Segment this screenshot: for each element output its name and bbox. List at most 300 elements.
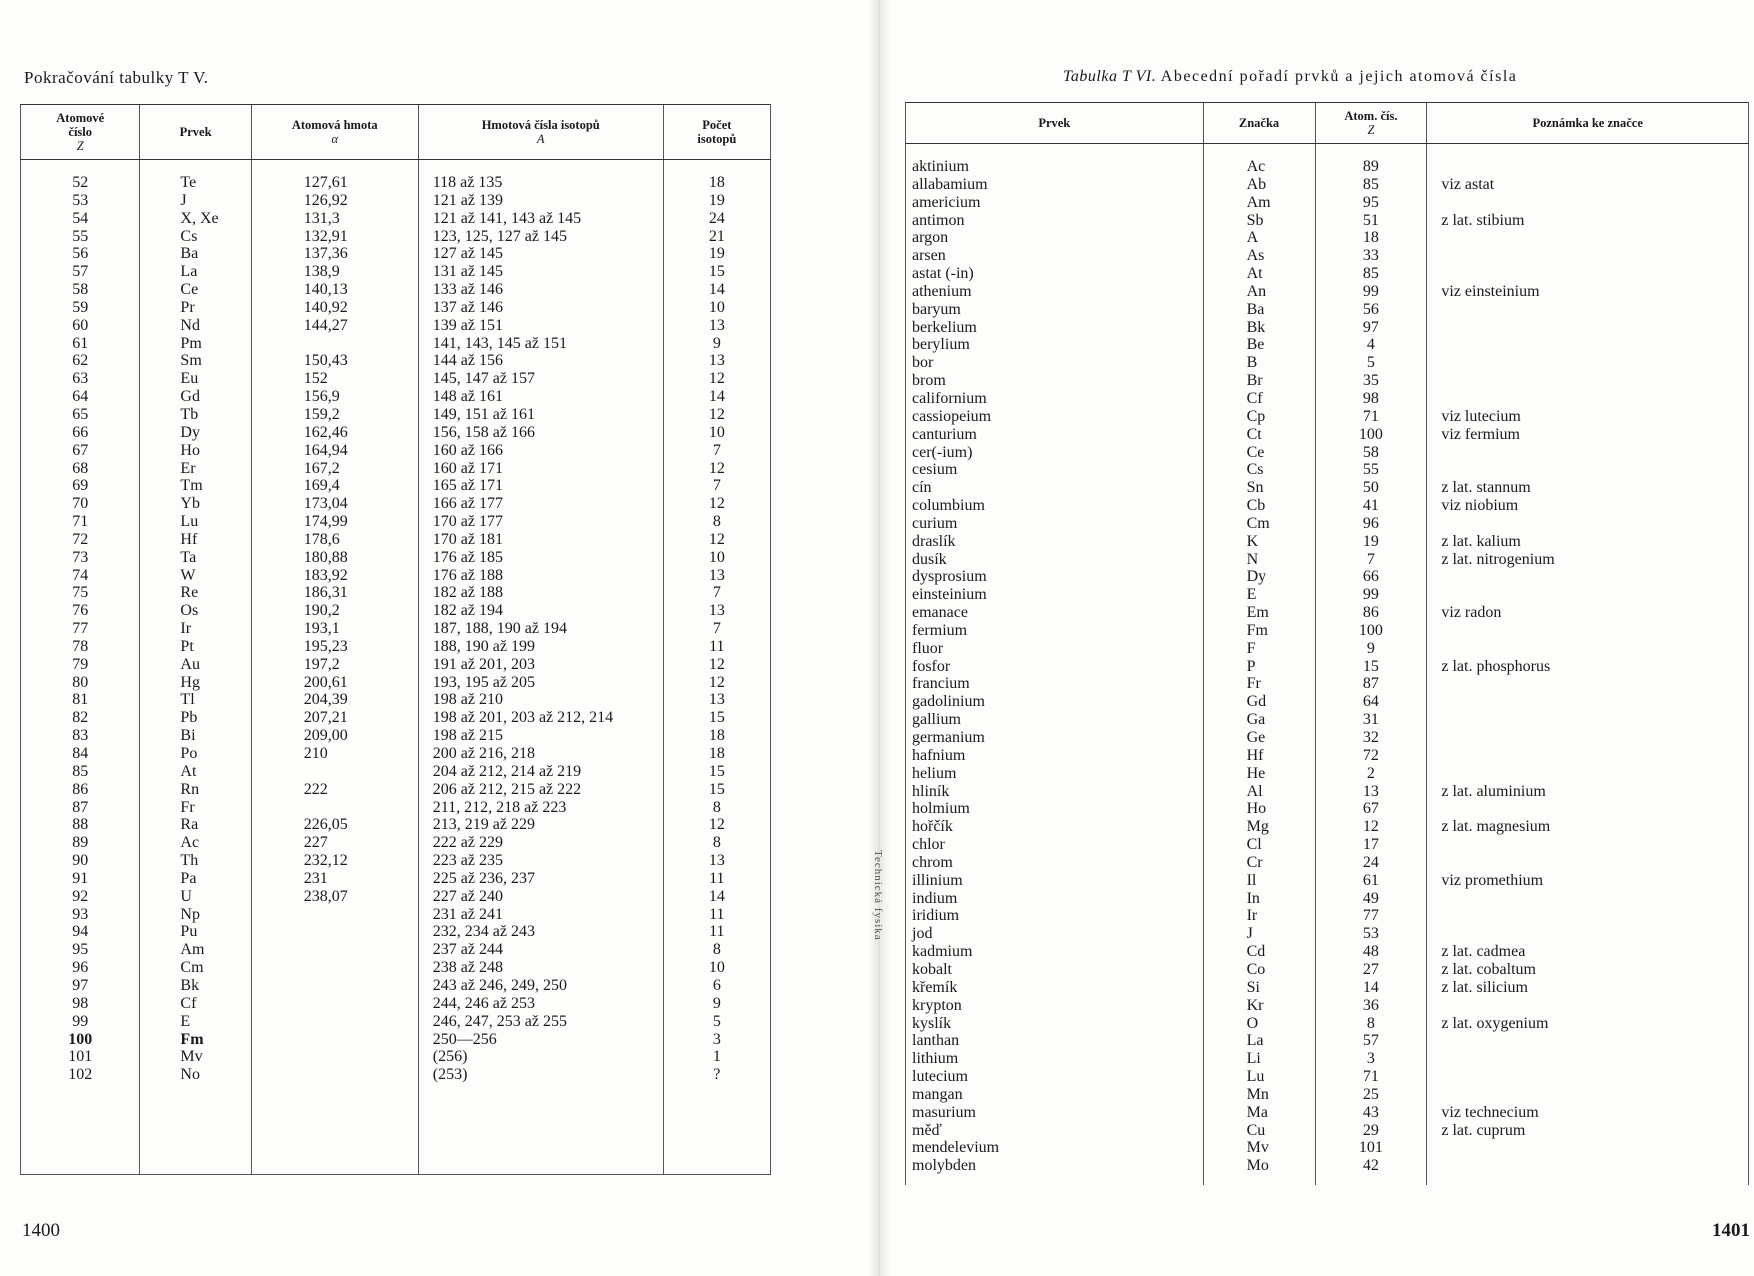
table-row bbox=[906, 604, 1749, 622]
element-name-cell: kadmium bbox=[906, 943, 1204, 961]
element-symbol-cell: Cl bbox=[1203, 836, 1315, 854]
atomic-number-cell: 95 bbox=[1315, 194, 1427, 212]
isotope-count-cell: 15 bbox=[663, 781, 770, 799]
table-row bbox=[21, 299, 771, 317]
atomic-number-cell: 85 bbox=[21, 763, 140, 781]
element-symbol-cell: Cs bbox=[1203, 461, 1315, 479]
page-number-left: 1400 bbox=[22, 1220, 60, 1241]
table-row bbox=[906, 658, 1749, 676]
atomic-mass-cell: 156,9 bbox=[251, 388, 418, 406]
element-symbol-cell: Ce bbox=[140, 281, 251, 299]
element-symbol-cell: O bbox=[1203, 1015, 1315, 1033]
isotope-mass-numbers-cell: 121 až 139 bbox=[418, 192, 663, 210]
symbol-note-cell: z lat. stibium bbox=[1427, 212, 1749, 230]
element-symbol-cell: Cb bbox=[1203, 497, 1315, 515]
symbol-note-cell: z lat. oxygenium bbox=[1427, 1015, 1749, 1033]
header-atomic-number-z: Atom. čís. Z bbox=[1315, 103, 1427, 144]
element-symbol-cell: Ba bbox=[140, 245, 251, 263]
isotope-count-cell: 12 bbox=[663, 816, 770, 834]
isotope-count-cell: 19 bbox=[663, 245, 770, 263]
isotope-count-cell: 10 bbox=[663, 549, 770, 567]
isotope-mass-numbers-cell: 188, 190 až 199 bbox=[418, 638, 663, 656]
element-name-cell: mendelevium bbox=[906, 1139, 1204, 1157]
isotope-mass-numbers-cell: 118 až 135 bbox=[418, 174, 663, 192]
element-symbol-cell: Tm bbox=[140, 477, 251, 495]
element-symbol-cell: Th bbox=[140, 852, 251, 870]
table-row bbox=[906, 711, 1749, 729]
atomic-mass-cell: 174,99 bbox=[251, 513, 418, 531]
isotope-mass-numbers-cell: (256) bbox=[418, 1048, 663, 1066]
atomic-number-cell: 84 bbox=[21, 745, 140, 763]
atomic-number-cell: 51 bbox=[1315, 212, 1427, 230]
element-name-cell: lithium bbox=[906, 1050, 1204, 1068]
atomic-number-cell: 53 bbox=[21, 192, 140, 210]
atomic-mass-cell bbox=[251, 959, 418, 977]
atomic-mass-cell: 167,2 bbox=[251, 460, 418, 478]
atomic-mass-cell bbox=[251, 977, 418, 995]
element-name-cell: dusík bbox=[906, 551, 1204, 569]
element-symbol-cell: Am bbox=[140, 941, 251, 959]
atomic-number-cell: 96 bbox=[1315, 515, 1427, 533]
atomic-number-cell: 99 bbox=[21, 1013, 140, 1031]
isotope-mass-numbers-cell: 227 až 240 bbox=[418, 888, 663, 906]
atomic-number-cell: 88 bbox=[21, 816, 140, 834]
element-symbol-cell: Fm bbox=[140, 1031, 251, 1049]
header-symbol-note: Poznámka ke značce bbox=[1427, 103, 1749, 144]
symbol-note-cell: viz promethium bbox=[1427, 872, 1749, 890]
element-symbol-cell: U bbox=[140, 888, 251, 906]
atomic-number-cell: 55 bbox=[1315, 461, 1427, 479]
table-row bbox=[906, 925, 1749, 943]
table-row bbox=[906, 479, 1749, 497]
element-name-cell: cín bbox=[906, 479, 1204, 497]
atomic-mass-cell: 238,07 bbox=[251, 888, 418, 906]
isotope-count-cell: 12 bbox=[663, 370, 770, 388]
element-name-cell: holmium bbox=[906, 800, 1204, 818]
element-symbol-cell: Dy bbox=[140, 424, 251, 442]
atomic-number-cell: 60 bbox=[21, 317, 140, 335]
element-name-cell: lanthan bbox=[906, 1032, 1204, 1050]
atomic-mass-cell: 180,88 bbox=[251, 549, 418, 567]
table-row bbox=[906, 890, 1749, 908]
atomic-number-cell: 58 bbox=[21, 281, 140, 299]
element-symbol-cell: Ct bbox=[1203, 426, 1315, 444]
atomic-number-cell: 25 bbox=[1315, 1086, 1427, 1104]
symbol-note-cell bbox=[1427, 354, 1749, 372]
isotope-mass-numbers-cell: 200 až 216, 218 bbox=[418, 745, 663, 763]
element-name-cell: fluor bbox=[906, 640, 1204, 658]
element-name-cell: jod bbox=[906, 925, 1204, 943]
isotope-count-cell: 5 bbox=[663, 1013, 770, 1031]
symbol-note-cell bbox=[1427, 747, 1749, 765]
element-name-cell: canturium bbox=[906, 426, 1204, 444]
table-row bbox=[906, 336, 1749, 354]
symbol-note-cell: viz astat bbox=[1427, 176, 1749, 194]
element-symbol-cell: No bbox=[140, 1066, 251, 1084]
symbol-note-cell: z lat. aluminium bbox=[1427, 783, 1749, 801]
element-symbol-cell: J bbox=[1203, 925, 1315, 943]
atomic-number-cell: 15 bbox=[1315, 658, 1427, 676]
atomic-number-cell: 59 bbox=[21, 299, 140, 317]
element-name-cell: gadolinium bbox=[906, 693, 1204, 711]
table-row bbox=[21, 656, 771, 674]
isotope-table-header bbox=[21, 105, 771, 160]
atomic-number-cell: 101 bbox=[21, 1048, 140, 1066]
element-symbol-cell: Bi bbox=[140, 727, 251, 745]
element-symbol-cell: Mo bbox=[1203, 1157, 1315, 1175]
table-row bbox=[906, 533, 1749, 551]
isotope-count-cell: 12 bbox=[663, 460, 770, 478]
atomic-number-cell: 102 bbox=[21, 1066, 140, 1084]
symbol-note-cell: z lat. cuprum bbox=[1427, 1122, 1749, 1140]
isotope-mass-numbers-cell: 232, 234 až 243 bbox=[418, 923, 663, 941]
table-row bbox=[906, 1122, 1749, 1140]
element-name-cell: draslík bbox=[906, 533, 1204, 551]
element-symbol-cell: Pm bbox=[140, 335, 251, 353]
isotope-mass-numbers-cell: 246, 247, 253 až 255 bbox=[418, 1013, 663, 1031]
atomic-number-cell: 82 bbox=[21, 709, 140, 727]
element-name-cell: argon bbox=[906, 229, 1204, 247]
atomic-number-cell: 17 bbox=[1315, 836, 1427, 854]
atomic-number-cell: 83 bbox=[21, 727, 140, 745]
element-name-cell: mangan bbox=[906, 1086, 1204, 1104]
element-name-cell: allabamium bbox=[906, 176, 1204, 194]
isotope-count-cell: 12 bbox=[663, 531, 770, 549]
atomic-number-cell: 99 bbox=[1315, 586, 1427, 604]
symbol-note-cell bbox=[1427, 800, 1749, 818]
table-row bbox=[21, 406, 771, 424]
isotope-count-cell: 18 bbox=[663, 174, 770, 192]
atomic-number-cell: 56 bbox=[1315, 301, 1427, 319]
atomic-mass-cell: 222 bbox=[251, 781, 418, 799]
element-name-cell: dysprosium bbox=[906, 568, 1204, 586]
element-symbol-cell: Yb bbox=[140, 495, 251, 513]
table-row bbox=[906, 354, 1749, 372]
element-symbol-cell: Pa bbox=[140, 870, 251, 888]
table-row bbox=[906, 854, 1749, 872]
atomic-number-cell: 75 bbox=[21, 584, 140, 602]
atomic-mass-cell: 164,94 bbox=[251, 442, 418, 460]
isotope-mass-numbers-cell: 243 až 246, 249, 250 bbox=[418, 977, 663, 995]
table-row bbox=[21, 1013, 771, 1031]
isotope-count-cell: 8 bbox=[663, 799, 770, 817]
element-name-cell: aktinium bbox=[906, 158, 1204, 176]
atomic-number-cell: 57 bbox=[21, 263, 140, 281]
atomic-number-cell: 89 bbox=[1315, 158, 1427, 176]
table-row bbox=[906, 783, 1749, 801]
element-name-cell: berylium bbox=[906, 336, 1204, 354]
isotope-mass-numbers-cell: 237 až 244 bbox=[418, 941, 663, 959]
table-row bbox=[21, 923, 771, 941]
isotope-count-cell: 13 bbox=[663, 691, 770, 709]
isotope-count-cell: 7 bbox=[663, 620, 770, 638]
header-atomic-number: Atomové číslo Z bbox=[21, 105, 140, 160]
isotope-count-cell: 9 bbox=[663, 995, 770, 1013]
symbol-note-cell: z lat. stannum bbox=[1427, 479, 1749, 497]
isotope-count-cell: 7 bbox=[663, 584, 770, 602]
element-name-cell: cer(-ium) bbox=[906, 444, 1204, 462]
element-symbol-cell: Br bbox=[1203, 372, 1315, 390]
symbol-note-cell bbox=[1427, 1068, 1749, 1086]
isotope-count-cell: 12 bbox=[663, 656, 770, 674]
table-row bbox=[906, 693, 1749, 711]
isotope-count-cell: 18 bbox=[663, 745, 770, 763]
table-row bbox=[906, 1050, 1749, 1068]
symbol-note-cell bbox=[1427, 854, 1749, 872]
element-name-cell: einsteinium bbox=[906, 586, 1204, 604]
element-symbol-cell: Er bbox=[140, 460, 251, 478]
element-symbol-cell: Mv bbox=[140, 1048, 251, 1066]
symbol-note-cell bbox=[1427, 586, 1749, 604]
atomic-number-cell: 80 bbox=[21, 674, 140, 692]
atomic-number-cell: 62 bbox=[21, 352, 140, 370]
element-name-cell: brom bbox=[906, 372, 1204, 390]
atomic-number-cell: 19 bbox=[1315, 533, 1427, 551]
element-symbol-cell: Cu bbox=[1203, 1122, 1315, 1140]
isotope-mass-numbers-cell: 123, 125, 127 až 145 bbox=[418, 228, 663, 246]
atomic-number-cell: 9 bbox=[1315, 640, 1427, 658]
isotope-count-cell: 8 bbox=[663, 513, 770, 531]
table-caption-right: Tabulka T VI. Abecední pořadí prvků a jejich atomová čísla bbox=[1063, 68, 1518, 85]
table-row bbox=[906, 426, 1749, 444]
atomic-mass-cell: 140,92 bbox=[251, 299, 418, 317]
atomic-mass-cell: 140,13 bbox=[251, 281, 418, 299]
table-row bbox=[906, 997, 1749, 1015]
element-symbol-cell: In bbox=[1203, 890, 1315, 908]
alphabetical-table-header bbox=[906, 103, 1749, 144]
element-symbol-cell: Ir bbox=[1203, 907, 1315, 925]
element-symbol-cell: Sn bbox=[1203, 479, 1315, 497]
element-name-cell: gallium bbox=[906, 711, 1204, 729]
element-symbol-cell: Lu bbox=[140, 513, 251, 531]
atomic-number-cell: 43 bbox=[1315, 1104, 1427, 1122]
element-symbol-cell: Fr bbox=[140, 799, 251, 817]
atomic-mass-cell: 190,2 bbox=[251, 602, 418, 620]
header-symbol: Značka bbox=[1203, 103, 1315, 144]
table-row bbox=[21, 388, 771, 406]
element-symbol-cell: E bbox=[140, 1013, 251, 1031]
table-row bbox=[21, 192, 771, 210]
atomic-number-cell: 18 bbox=[1315, 229, 1427, 247]
atomic-number-cell: 66 bbox=[1315, 568, 1427, 586]
atomic-number-cell: 7 bbox=[1315, 551, 1427, 569]
isotope-mass-numbers-cell: 160 až 166 bbox=[418, 442, 663, 460]
element-symbol-cell: E bbox=[1203, 586, 1315, 604]
element-symbol-cell: Po bbox=[140, 745, 251, 763]
symbol-note-cell bbox=[1427, 1086, 1749, 1104]
spacer-cell bbox=[1315, 144, 1427, 159]
atomic-number-cell: 86 bbox=[21, 781, 140, 799]
table-row bbox=[906, 568, 1749, 586]
atomic-mass-cell: 144,27 bbox=[251, 317, 418, 335]
atomic-number-cell: 4 bbox=[1315, 336, 1427, 354]
atomic-number-cell: 35 bbox=[1315, 372, 1427, 390]
header-atomic-mass: Atomová hmota α bbox=[251, 105, 418, 160]
element-name-cell: athenium bbox=[906, 283, 1204, 301]
element-symbol-cell: Cf bbox=[140, 995, 251, 1013]
element-symbol-cell: Il bbox=[1203, 872, 1315, 890]
atomic-mass-cell bbox=[251, 799, 418, 817]
element-symbol-cell: As bbox=[1203, 247, 1315, 265]
symbol-note-cell: viz einsteinium bbox=[1427, 283, 1749, 301]
atomic-mass-cell bbox=[251, 763, 418, 781]
table-row bbox=[906, 551, 1749, 569]
element-symbol-cell: Ba bbox=[1203, 301, 1315, 319]
table-row bbox=[906, 979, 1749, 997]
isotope-count-cell: 13 bbox=[663, 567, 770, 585]
isotope-mass-numbers-cell: 127 až 145 bbox=[418, 245, 663, 263]
table-row bbox=[21, 852, 771, 870]
isotope-mass-numbers-cell: 182 až 194 bbox=[418, 602, 663, 620]
atomic-number-cell: 63 bbox=[21, 370, 140, 388]
table-row bbox=[21, 335, 771, 353]
symbol-note-cell bbox=[1427, 907, 1749, 925]
atomic-number-cell: 64 bbox=[21, 388, 140, 406]
table-row bbox=[906, 1032, 1749, 1050]
symbol-note-cell bbox=[1427, 390, 1749, 408]
element-name-cell: masurium bbox=[906, 1104, 1204, 1122]
element-symbol-cell: Bk bbox=[140, 977, 251, 995]
element-name-cell: berkelium bbox=[906, 319, 1204, 337]
symbol-note-cell bbox=[1427, 1032, 1749, 1050]
atomic-mass-cell: 173,04 bbox=[251, 495, 418, 513]
spacer-cell bbox=[906, 144, 1204, 159]
element-name-cell: bor bbox=[906, 354, 1204, 372]
isotope-mass-numbers-cell: 187, 188, 190 až 194 bbox=[418, 620, 663, 638]
atomic-number-cell: 61 bbox=[21, 335, 140, 353]
isotope-mass-numbers-cell: 198 až 215 bbox=[418, 727, 663, 745]
symbol-note-cell bbox=[1427, 158, 1749, 176]
element-symbol-cell: Fr bbox=[1203, 675, 1315, 693]
table-row bbox=[21, 1048, 771, 1066]
element-name-cell: lutecium bbox=[906, 1068, 1204, 1086]
element-symbol-cell: Ho bbox=[140, 442, 251, 460]
atomic-number-cell: 79 bbox=[21, 656, 140, 674]
isotope-count-cell: 11 bbox=[663, 906, 770, 924]
symbol-note-cell: z lat. magnesium bbox=[1427, 818, 1749, 836]
table-row bbox=[906, 1068, 1749, 1086]
isotope-count-cell: 24 bbox=[663, 210, 770, 228]
atomic-number-cell: 100 bbox=[1315, 426, 1427, 444]
table-row bbox=[906, 1086, 1749, 1104]
table-row bbox=[21, 995, 771, 1013]
filler-cell bbox=[1203, 1175, 1315, 1185]
element-symbol-cell: Ce bbox=[1203, 444, 1315, 462]
isotope-mass-numbers-cell: 148 až 161 bbox=[418, 388, 663, 406]
spacer-cell bbox=[21, 160, 140, 175]
isotope-count-cell: 10 bbox=[663, 959, 770, 977]
symbol-note-cell: viz niobium bbox=[1427, 497, 1749, 515]
isotope-mass-numbers-cell: 182 až 188 bbox=[418, 584, 663, 602]
element-symbol-cell: P bbox=[1203, 658, 1315, 676]
table-row bbox=[906, 390, 1749, 408]
table-row bbox=[21, 317, 771, 335]
isotope-mass-numbers-cell: 176 až 188 bbox=[418, 567, 663, 585]
element-name-cell: kobalt bbox=[906, 961, 1204, 979]
symbol-note-cell: viz technecium bbox=[1427, 1104, 1749, 1122]
table-row bbox=[21, 424, 771, 442]
isotope-count-cell: 12 bbox=[663, 495, 770, 513]
atomic-number-cell: 91 bbox=[21, 870, 140, 888]
atomic-number-cell: 24 bbox=[1315, 854, 1427, 872]
alphabetical-element-table bbox=[905, 102, 1749, 1185]
symbol-note-cell bbox=[1427, 1139, 1749, 1157]
table-row bbox=[906, 497, 1749, 515]
table-row bbox=[21, 281, 771, 299]
element-symbol-cell: Sm bbox=[140, 352, 251, 370]
table-row bbox=[906, 1157, 1749, 1175]
atomic-number-cell: 89 bbox=[21, 834, 140, 852]
symbol-note-cell bbox=[1427, 1050, 1749, 1068]
element-symbol-cell: Hf bbox=[1203, 747, 1315, 765]
isotope-mass-numbers-cell: 250—256 bbox=[418, 1031, 663, 1049]
element-name-cell: měď bbox=[906, 1122, 1204, 1140]
isotope-count-cell: 7 bbox=[663, 477, 770, 495]
isotope-count-cell: 14 bbox=[663, 281, 770, 299]
table-bottom-row bbox=[906, 1175, 1749, 1185]
atomic-number-cell: 87 bbox=[21, 799, 140, 817]
atomic-mass-cell bbox=[251, 923, 418, 941]
atomic-number-cell: 50 bbox=[1315, 479, 1427, 497]
table-row bbox=[906, 961, 1749, 979]
atomic-mass-cell: 159,2 bbox=[251, 406, 418, 424]
table-row bbox=[906, 729, 1749, 747]
atomic-number-cell: 92 bbox=[21, 888, 140, 906]
table-row bbox=[21, 888, 771, 906]
isotope-count-cell: 19 bbox=[663, 192, 770, 210]
isotope-mass-numbers-cell: 170 až 181 bbox=[418, 531, 663, 549]
table-row bbox=[906, 319, 1749, 337]
atomic-mass-cell: 169,4 bbox=[251, 477, 418, 495]
atomic-number-cell: 56 bbox=[21, 245, 140, 263]
element-name-cell: iridium bbox=[906, 907, 1204, 925]
table-row bbox=[21, 174, 771, 192]
atomic-mass-cell: 183,92 bbox=[251, 567, 418, 585]
table-row bbox=[906, 176, 1749, 194]
table-row bbox=[906, 747, 1749, 765]
isotope-mass-numbers-cell: 213, 219 až 229 bbox=[418, 816, 663, 834]
element-symbol-cell: Hg bbox=[140, 674, 251, 692]
table-row bbox=[21, 691, 771, 709]
header-element: Prvek bbox=[140, 105, 251, 160]
element-symbol-cell: Eu bbox=[140, 370, 251, 388]
symbol-note-cell bbox=[1427, 711, 1749, 729]
element-symbol-cell: Ho bbox=[1203, 800, 1315, 818]
filler-cell bbox=[906, 1175, 1204, 1185]
atomic-mass-cell bbox=[251, 941, 418, 959]
atomic-number-cell: 2 bbox=[1315, 765, 1427, 783]
table-row bbox=[21, 567, 771, 585]
atomic-number-cell: 100 bbox=[1315, 622, 1427, 640]
symbol-note-cell bbox=[1427, 640, 1749, 658]
atomic-number-cell: 55 bbox=[21, 228, 140, 246]
table-row bbox=[906, 158, 1749, 176]
atomic-mass-cell: 226,05 bbox=[251, 816, 418, 834]
isotope-mass-numbers-cell: 165 až 171 bbox=[418, 477, 663, 495]
table-row bbox=[906, 1104, 1749, 1122]
element-symbol-cell: X, Xe bbox=[140, 210, 251, 228]
element-name-cell: chlor bbox=[906, 836, 1204, 854]
table-row bbox=[21, 210, 771, 228]
element-name-cell: francium bbox=[906, 675, 1204, 693]
table-row bbox=[906, 800, 1749, 818]
element-symbol-cell: Sb bbox=[1203, 212, 1315, 230]
isotope-count-cell: 10 bbox=[663, 299, 770, 317]
isotope-count-cell: 12 bbox=[663, 674, 770, 692]
atomic-number-cell: 14 bbox=[1315, 979, 1427, 997]
atomic-mass-cell bbox=[251, 906, 418, 924]
atomic-number-cell: 65 bbox=[21, 406, 140, 424]
